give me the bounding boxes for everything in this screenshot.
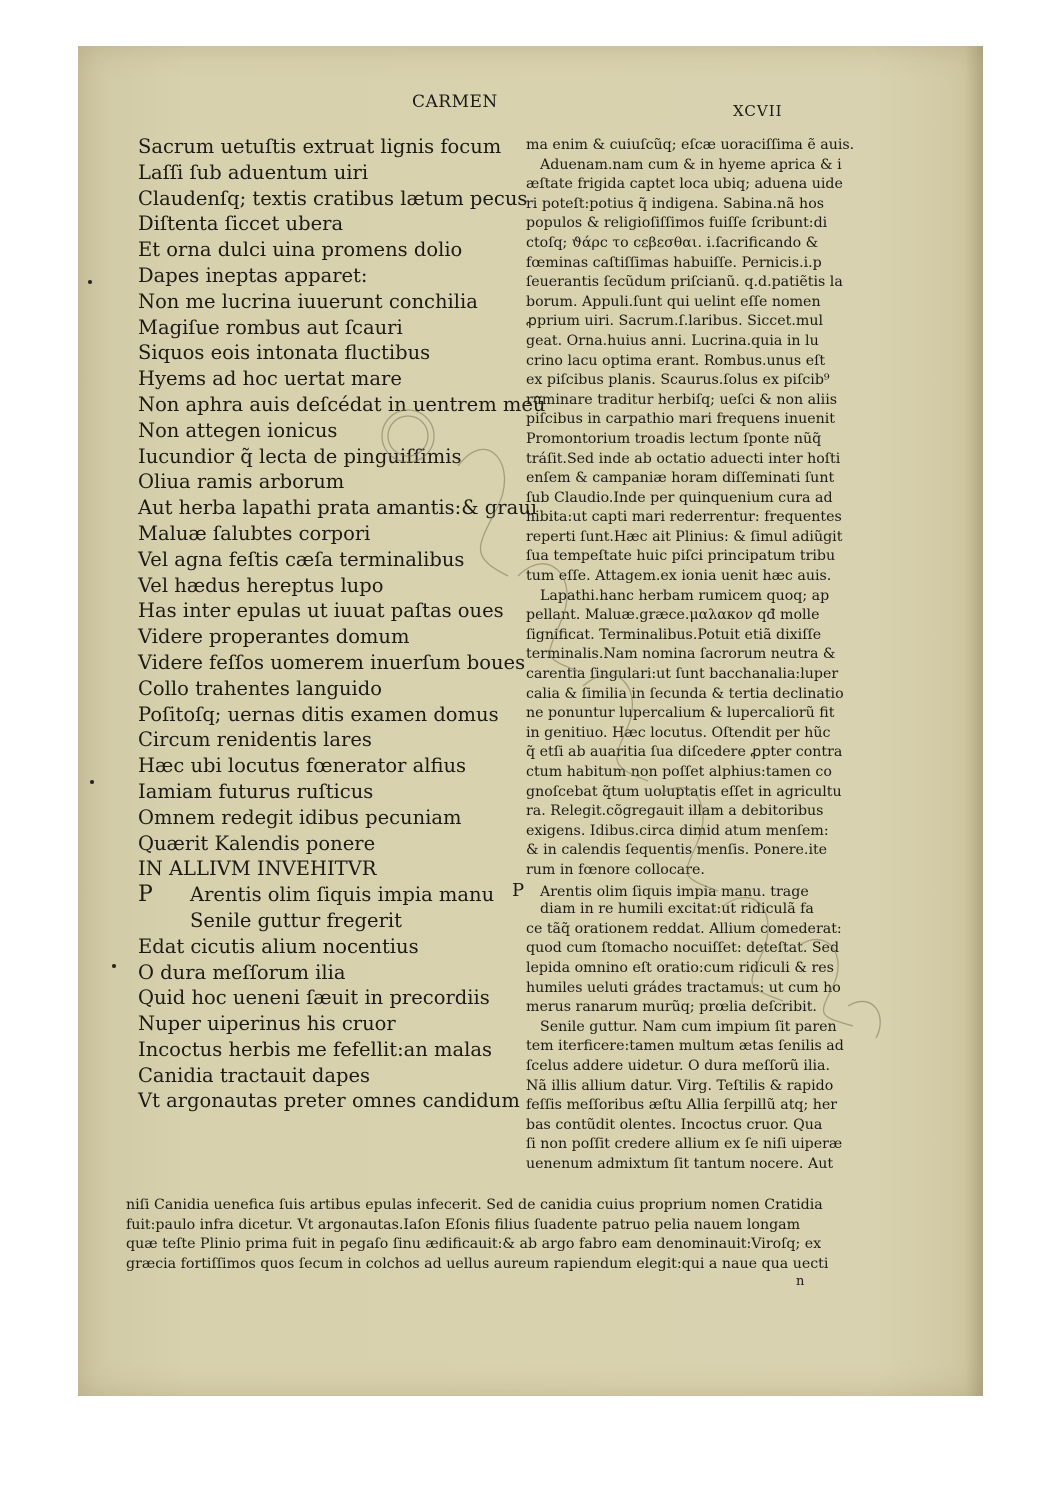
commentary-line: [526, 822, 854, 842]
commentary-line: [526, 1155, 854, 1175]
commentary-line: [526, 587, 854, 607]
commentary-line-text: ſua tempeſtate huic piſci principatum tribu: [526, 548, 836, 565]
poem-line: [138, 1063, 545, 1089]
poem-line: [138, 366, 545, 392]
poem-line-text: Aut herba lapathi prata amantis:& graui: [138, 496, 538, 520]
commentary-line: [526, 959, 854, 979]
poem-line-text: Siquos eois intonata fluctibus: [138, 341, 431, 365]
commentary-line-text: Lapathi.hanc herbam rumicem quoq; ap: [540, 587, 830, 604]
margin-dot: [112, 964, 116, 968]
poem-line-text: IN ALLIVM INVEHITVR: [138, 857, 377, 881]
commentary-line: [526, 312, 854, 332]
commentary-line-text: uenenum admixtum ſit tantum nocere. Aut: [526, 1155, 834, 1172]
commentary-line: [526, 410, 854, 430]
commentary-line: [526, 1116, 854, 1136]
poem-line-text: Poſitoſq; uernas ditis examen domus: [138, 702, 499, 726]
poem-line: [138, 495, 545, 521]
commentary-line-text: ma enim & cuiuſcũq; eſcæ uoraciſſima ẽ auis.: [526, 137, 855, 153]
commentary-line-text: Arentis olim ſiquis impia manu. trage: [540, 883, 809, 900]
commentary-line: [526, 763, 854, 783]
commentary-line: [526, 724, 854, 744]
commentary-line-text: Senile guttur. Nam cum impium ſit paren: [540, 1018, 837, 1035]
commentary-line-text: & in calendis ſequentis menſis. Ponere.ite: [526, 842, 828, 859]
poem-line: [138, 960, 545, 986]
page-edge-shadow: [965, 46, 983, 1396]
commentary-line-text: fœminas caſtiſſimas habuiſſe. Pernicis.i.p: [526, 254, 822, 271]
commentary-line-text: q̃ etſi ab auaritia ſua diſcedere ꝓpter contra: [526, 744, 843, 761]
commentary-line: [526, 175, 854, 195]
commentary-line: [526, 547, 854, 567]
commentary-line-text: calia & ſimilia in ſecunda & tertia declinatio: [526, 685, 844, 702]
commentary-line-text: bas contũdit olentes. Incoctus cruor. Qua: [526, 1116, 823, 1133]
commentary-line: [526, 469, 854, 489]
poem-line: [138, 1088, 545, 1114]
commentary-line: [526, 450, 854, 470]
poem-line: [138, 985, 545, 1011]
poem-line-text: Maluæ ſalubtes corpori: [138, 521, 371, 545]
poem-line: [138, 263, 545, 289]
commentary-line: [526, 156, 854, 176]
poem-line-text: Vel hædus hereptus lupo: [138, 573, 384, 597]
poem-line: [138, 1037, 545, 1063]
commentary-line: [526, 254, 854, 274]
poem-line-text: Et orna dulci uina promens dolio: [138, 238, 463, 262]
commentary-line: [526, 332, 854, 352]
poem-line: [138, 160, 545, 186]
commentary-line: [526, 391, 854, 411]
commentary-line: [526, 195, 854, 215]
commentary-line: [526, 861, 854, 881]
poem-line: [138, 444, 545, 470]
initial-letter: P: [512, 879, 525, 901]
poem-line-text: Claudenſq; textis cratibus lætum pecus: [138, 186, 528, 210]
poem-line-text: Oliua ramis arborum: [138, 470, 345, 494]
commentary-line-text: ſignificat. Terminalibus.Potuit etiã dixiſſe: [526, 626, 822, 643]
full-width-line-text: fuit:paulo infra dicetur. Vt argonautas.Iaſon Eſonis filius ſuadente patruo pelia nauem longam: [126, 1216, 801, 1233]
poem-line: [138, 727, 545, 753]
poem-line: [138, 779, 545, 805]
full-width-line: [126, 1255, 828, 1275]
poem-line: [138, 676, 545, 702]
commentary-line-text: enſem & campaniæ horam diſſeminati ſunt: [526, 470, 835, 487]
poem-line-text: Omnem redegit idibus pecuniam: [138, 805, 462, 829]
commentary-line-text: merus ranarum murũq; prœlia deſcribit.: [526, 999, 817, 1016]
poem-line: [138, 211, 545, 237]
commentary-line: [526, 920, 854, 940]
poem-line: [138, 702, 545, 728]
poem-line-text: Hyems ad hoc uertat mare: [138, 367, 402, 391]
commentary-line-text: hibita:ut capti mari rederrentur: frequentes: [526, 509, 842, 526]
poem-line-text: Quærit Kalendis ponere: [138, 831, 376, 855]
poem-line-text: Laſſi ſub aduentum uiri: [138, 160, 369, 184]
poem-line: [138, 650, 545, 676]
commentary-line: [526, 489, 854, 509]
commentary-line-text: ctoſq; ϑάρϲ το ϲεβεσθαι. i.ſacrificando &: [526, 234, 819, 251]
poem-line: [138, 856, 545, 882]
commentary-line-text: piſcibus in carpathio mari frequens inuenit: [526, 411, 836, 428]
commentary-line-text: populos & religioſiſſimos fuiſſe ſcribunt:di: [526, 215, 828, 232]
commentary-line: [526, 626, 854, 646]
commentary-line-text: quod cum ſtomacho nocuiſſet: deteſtat. Sed: [526, 940, 840, 957]
commentary-line-text: ri poteſt:potius q̃ indigena. Sabina.nã hos: [526, 195, 825, 212]
poem-line-text: Canidia tractauit dapes: [138, 1063, 371, 1087]
commentary-line-text: ctum habitum non poſſet alphius:tamen co: [526, 764, 832, 780]
commentary-line: [526, 567, 854, 587]
commentary-line: [526, 998, 854, 1018]
commentary-line: [526, 273, 854, 293]
commentary-line-text: tum eſſe. Attagem.ex ionia uenit hæc auis.: [526, 568, 832, 585]
page-scan: [78, 46, 983, 1396]
commentary-line: [526, 783, 854, 803]
poem-line-text: Diſtenta ſiccet ubera: [138, 212, 344, 236]
commentary-line: [526, 1077, 854, 1097]
poem-line-text: O dura meſſorum ilia: [138, 960, 346, 984]
commentary-line: [526, 214, 854, 234]
full-width-line: [126, 1235, 828, 1255]
poem-line: [138, 469, 545, 495]
commentary-line: [526, 802, 854, 822]
commentary-line-text: carentia ſingulari:ut ſunt bacchanalia:luper: [526, 666, 839, 683]
commentary-line-text: reperti ſunt.Hæc ait Plinius: & ſimul adiũgit: [526, 528, 843, 545]
commentary-line-text: in genitiuo. Hæc locutus. Oſtendit per hũc: [526, 724, 831, 741]
commentary-line-text: pellant. Maluæ.græce.μαλακον qđ molle: [526, 607, 820, 624]
commentary-line: [526, 430, 854, 450]
poem-line: [138, 1011, 545, 1037]
poem-line-text: Non me lucrina iuuerunt conchilia: [138, 289, 478, 313]
commentary-line: [526, 1057, 854, 1077]
poem-line-text: Dapes ineptas apparet:: [138, 263, 368, 287]
initial-letter: P: [138, 882, 153, 908]
commentary-line: [526, 743, 854, 763]
commentary-line-text: feſſis meſſoribus æſtu Allia ſerpillũ atq; her: [526, 1097, 838, 1114]
poem-line-text: Hæc ubi locutus fœnerator alfius: [138, 754, 467, 778]
commentary-line: [526, 1096, 854, 1116]
signature-mark: n: [796, 1274, 805, 1289]
poem-line: [138, 624, 545, 650]
poem-line: [138, 573, 545, 599]
commentary-line-text: Nã illis allium datur. Virg. Teſtilis & rapido: [526, 1077, 834, 1094]
poem-line: [138, 879, 545, 908]
poem-column: [138, 134, 545, 1114]
poem-line-text: Non aphra auis deſcédat in uentrem meũ: [138, 392, 546, 416]
commentary-line-text: crino lacu optima erant. Rombus.unus eſt: [526, 352, 826, 369]
poem-line-text: Edat cicutis alium nocentius: [138, 934, 419, 958]
poem-line: [138, 547, 545, 573]
commentary-line-text: ſi non poſſit credere allium ex ſe niſi uiperæ: [526, 1136, 843, 1153]
commentary-line: [526, 939, 854, 959]
commentary-line-text: ex piſcibus planis. Scaurus.ſolus ex piſcib⁹: [526, 372, 830, 389]
commentary-line-text: diam in re humili excitat:ut ridiculã fa: [540, 901, 814, 918]
poem-line: [138, 289, 545, 315]
poem-line: [138, 237, 545, 263]
commentary-line: [526, 528, 854, 548]
poem-line-text: Has inter epulas ut iuuat paſtas oues: [138, 599, 504, 623]
poem-line: [138, 934, 545, 960]
poem-line: [138, 831, 545, 857]
commentary-line: [526, 606, 854, 626]
commentary-line-text: tem iterficere:tamen multum ætas ſenilis ad: [526, 1038, 844, 1055]
poem-line-text: Iamiam futurus ruſticus: [138, 779, 374, 803]
commentary-line-text: tráſit.Sed inde ab octatio aduecti inter hoſti: [526, 450, 841, 467]
commentary-line-text: Promontorium troadis lectum ſponte nũq̃: [526, 430, 822, 447]
commentary-line: [526, 1135, 854, 1155]
full-width-line-text: quæ teſte Plinio prima fuit in pegaſo ſinu ædificauit:& ab argo fabro eam denominauit:Viroſq; ex: [126, 1236, 822, 1253]
margin-dot: [88, 280, 92, 284]
poem-line: [138, 805, 545, 831]
commentary-line: [526, 841, 854, 861]
commentary-line-text: terminalis.Nam nomina ſacrorum neutra &: [526, 646, 836, 663]
commentary-line: [526, 1037, 854, 1057]
commentary-line-text: gnoſcebat q̃tum uoluptatis eſſet in agricultu: [526, 783, 842, 800]
poem-line-text: Vt argonautas preter omnes candidum: [138, 1089, 520, 1113]
commentary-line-text: ſeuerantis ſecũdum priſcianũ. q.d.patiẽtis la: [526, 274, 843, 291]
commentary-line: [526, 665, 854, 685]
full-width-commentary: [126, 1196, 828, 1274]
commentary-line-text: borum. Appuli.ſunt qui uelint eſſe nomen: [526, 293, 821, 310]
commentary-line-text: æſtate frigida captet loca ubiq; aduena uide: [526, 176, 843, 193]
commentary-line-text: ſcelus addere uidetur. O dura meſſorũ ilia.: [526, 1057, 831, 1074]
full-width-line-text: niſi Canidia uenefica ſuis artibus epulas infecerit. Sed de canidia cuius proprium nomen Cratidia: [126, 1197, 823, 1213]
commentary-line-text: rum in fœnore collocare.: [526, 861, 705, 878]
commentary-line: [526, 1018, 854, 1038]
poem-line-text: Arentis olim ſiquis impia manu: [190, 883, 495, 907]
commentary-column: [512, 136, 855, 1174]
poem-line-text: Sacrum uetuſtis extruat lignis focum: [138, 135, 502, 158]
commentary-line: [526, 352, 854, 372]
poem-line-text: Videre properantes domum: [138, 625, 410, 649]
full-width-line-text: græcia fortiſſimos quos ſecum in colchos ad uellus aureum rapiendum elegit:qui a naue qua uecti: [126, 1255, 829, 1272]
commentary-line-text: exigens. Idibus.circa dimid atum menſem:: [526, 822, 829, 839]
commentary-line: [512, 879, 854, 901]
poem-line-text: Incoctus herbis me fefellit:an malas: [138, 1037, 493, 1061]
commentary-line: [526, 136, 854, 156]
poem-line-text: Videre feſſos uomerem inuerſum boues: [138, 650, 526, 674]
commentary-line: [526, 685, 854, 705]
poem-line-text: Quid hoc ueneni ſæuit in precordiis: [138, 986, 490, 1010]
poem-line-text: Collo trahentes languido: [138, 676, 383, 700]
poem-line: [138, 753, 545, 779]
folio-number: XCVII: [733, 102, 783, 120]
poem-line-text: Non attegen ionicus: [138, 418, 338, 442]
commentary-line-text: ruminare traditur herbiſq; ueſci & non aliis: [526, 391, 838, 408]
poem-line-text: Senile guttur fregerit: [190, 908, 402, 932]
commentary-line-text: Aduenam.nam cum & in hyeme aprica & i: [540, 156, 842, 173]
commentary-line: [526, 645, 854, 665]
commentary-line-text: humiles ueluti grádes tractamus: ut cum ho: [526, 979, 841, 996]
running-head: CARMEN: [412, 92, 498, 112]
poem-line: [138, 340, 545, 366]
full-width-line: [126, 1196, 828, 1216]
poem-line: [138, 418, 545, 444]
poem-line: [138, 315, 545, 341]
poem-line-text: Circum renidentis lares: [138, 728, 372, 752]
poem-line-text: Nuper uiperinus his cruor: [138, 1012, 396, 1036]
commentary-line: [526, 900, 854, 920]
commentary-line-text: ne ponuntur lupercalium & lupercaliorũ fit: [526, 705, 835, 722]
margin-dot: [90, 780, 94, 784]
poem-line: [138, 134, 545, 160]
commentary-line-text: lepida omnino eſt oratio:cum ridiculi & res: [526, 959, 834, 976]
commentary-line: [526, 979, 854, 999]
commentary-line-text: ſub Claudio.Inde per quinquenium cura ad: [526, 489, 833, 506]
poem-line-text: Magiſue rombus aut ſcauri: [138, 315, 403, 339]
commentary-line: [526, 234, 854, 254]
commentary-line: [526, 704, 854, 724]
commentary-line: [526, 293, 854, 313]
commentary-line-text: ra. Relegit.cõgregauit illam a debitoribus: [526, 803, 824, 820]
poem-line: [138, 186, 545, 212]
poem-line: [138, 598, 545, 624]
commentary-line-text: ꝓprium uiri. Sacrum.ſ.laribus. Siccet.mul: [526, 313, 823, 330]
poem-line-text: Vel agna feſtis cæſa terminalibus: [138, 547, 465, 571]
poem-line: [138, 521, 545, 547]
commentary-line: [526, 371, 854, 391]
poem-line: [138, 392, 545, 418]
poem-line: [138, 908, 545, 934]
commentary-line: [526, 508, 854, 528]
commentary-line-text: geat. Orna.huius anni. Lucrina.quia in lu: [526, 332, 819, 349]
poem-line-text: Iucundior q̃ lecta de pinguiſſimis: [138, 444, 462, 468]
commentary-line-text: ce tãq̃ orationem reddat. Allium comederat:: [526, 920, 842, 937]
full-width-line: [126, 1216, 828, 1236]
